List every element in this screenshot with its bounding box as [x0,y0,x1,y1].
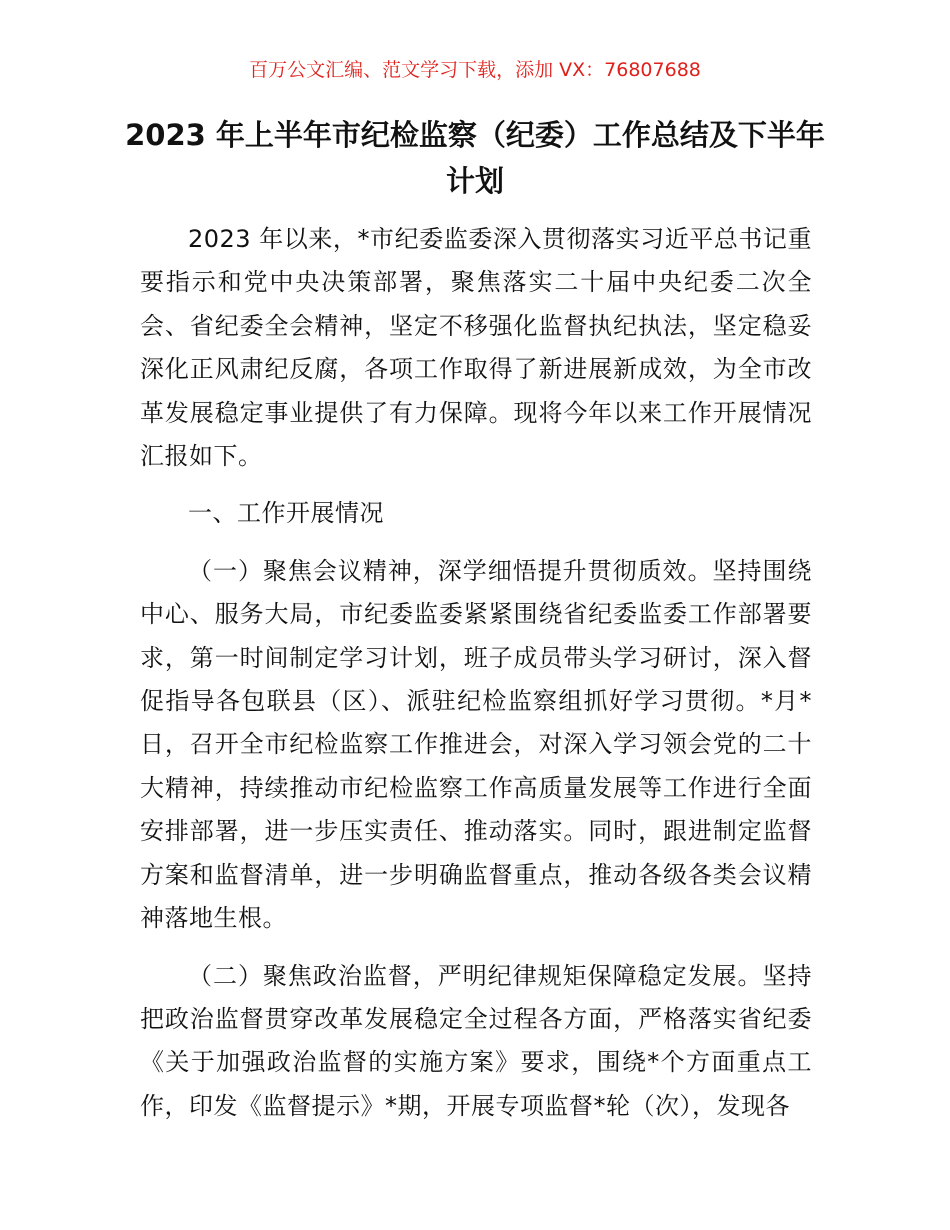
paragraph-spacer [140,536,812,550]
document-title: 2023 年上半年市纪检监察（纪委）工作总结及下半年计划 [125,118,825,198]
intro-paragraph: 2023 年以来，*市纪委监委深入贯彻落实习近平总书记重要指示和党中央决策部署，聚焦落实二十届中央纪委二次全会、省纪委全会精神，坚定不移强化监督执纪执法，坚定稳妥深化正风肃纪反腐，各项工作取得了新进展新成效，为全市改革发展稳定事业提供了有力保障。现将今年以来工作开展情况汇报如下。 [140,225,812,471]
subsection-paragraph-2: （二）聚焦政治监督，严明纪律规矩保障稳定发展。坚持把政治监督贯穿改革发展稳定全过程各方面，严格落实省纪委《关于加强政治监督的实施方案》要求，围绕*个方面重点工作，印发《监督提示》*期，开展专项监督*轮（次），发现各 [140,961,812,1120]
header-banner: 百万公文汇编、范文学习下载，添加 VX：76807688 [249,59,701,81]
paragraph-spacer [140,941,812,955]
subsection-paragraph-1: （一）聚焦会议精神，深学细悟提升贯彻质效。坚持围绕中心、服务大局，市纪委监委紧紧围绕省纪委监委工作部署要求，第一时间制定学习计划，班子成员带头学习研讨，深入督促指导各包联县（区）、派驻纪检监察组抓好学习贯彻。*月*日，召开全市纪检监察工作推进会，对深入学习领会党的二十大精神，持续推动市纪检监察工作高质量发展等工作进行全面安排部署，进一步压实责任、推动落实。同时，跟进制定监督方案和监督清单，进一步明确监督重点，推动各级各类会议精神落地生根。 [140,556,812,933]
paragraph-spacer [140,478,812,492]
document-body [140,218,812,1128]
section-heading: 一、工作开展情况 [188,499,384,528]
